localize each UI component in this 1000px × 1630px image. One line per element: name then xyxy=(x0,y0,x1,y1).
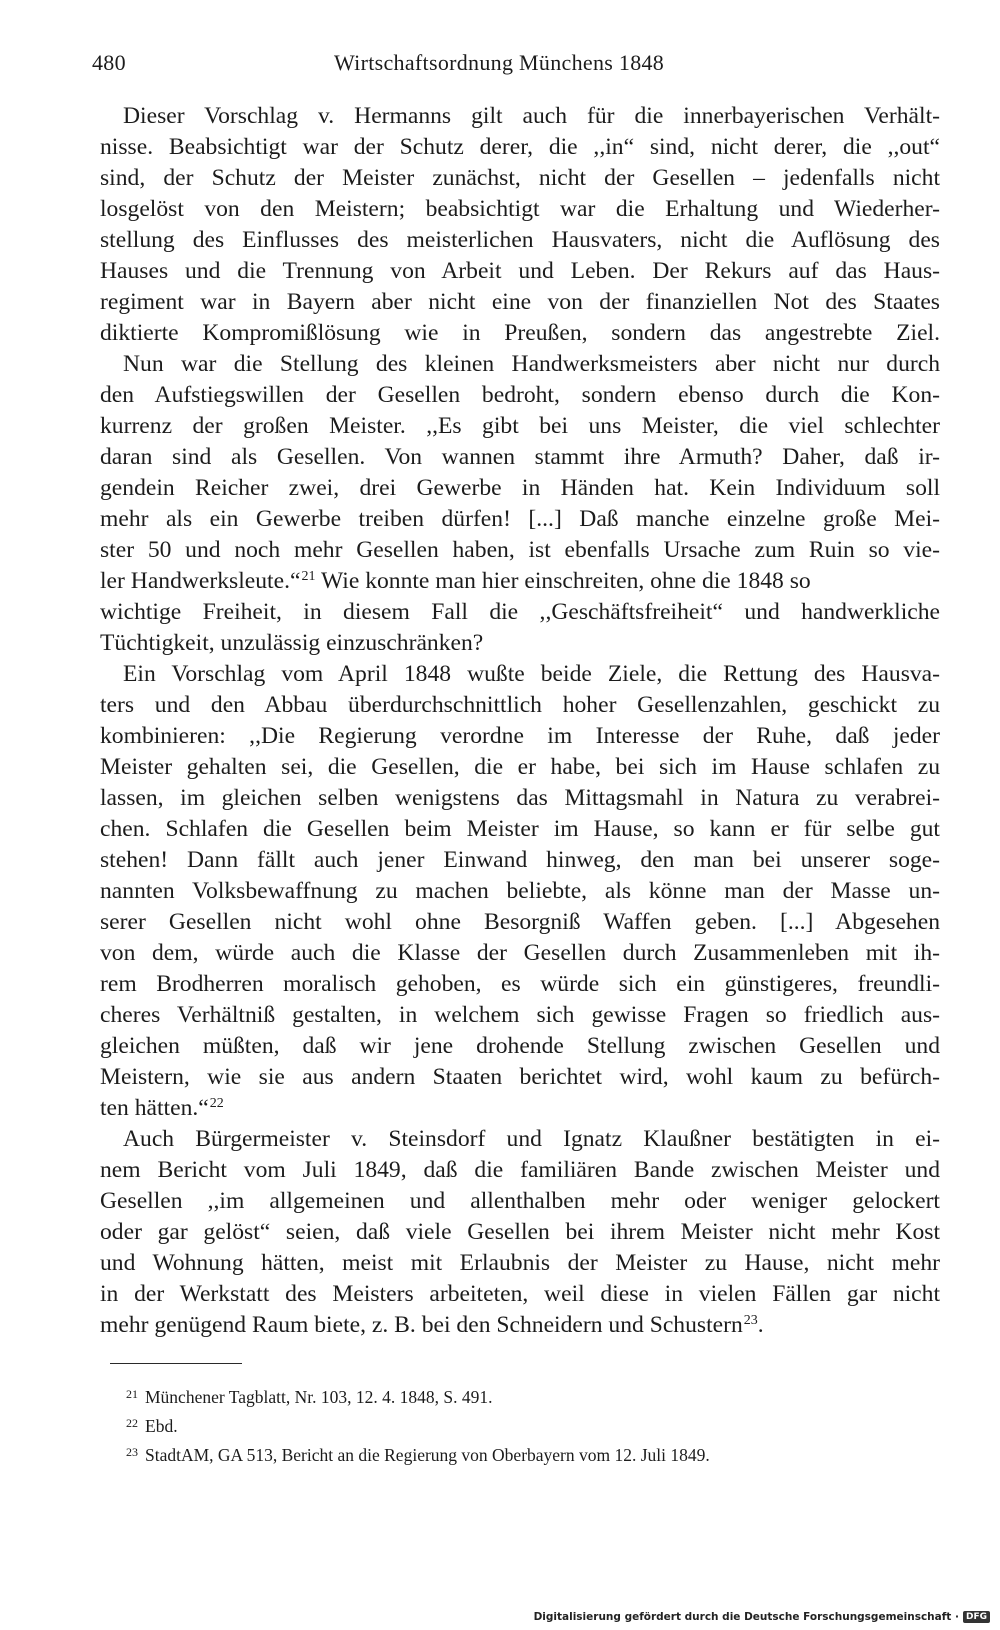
text-segment: . xyxy=(757,1312,764,1338)
text-line: Meistern, wie sie aus andern Staaten berichtet wird, wohl kaum zu befürch- xyxy=(100,1064,940,1090)
footnote-ref-21: 21 xyxy=(301,569,316,584)
text-line: nem Bericht vom Juli 1849, daß die familiären Bande zwischen Meister und xyxy=(100,1157,940,1183)
text-line: kurrenz der großen Meister. ,,Es gibt bei uns Meister, die viel schlechter xyxy=(100,413,940,439)
text-line: ters und den Abbau überdurchschnittlich hoher Gesellenzahlen, geschickt zu xyxy=(100,692,940,718)
text-line: diktierte Kompromißlösung wie in Preußen, sondern das angestrebte Ziel. xyxy=(100,320,940,346)
text-line: oder gar gelöst“ seien, daß viele Gesellen bei ihrem Meister nicht mehr Kost xyxy=(100,1219,940,1245)
text-segment: ten hätten.“ xyxy=(100,1095,209,1121)
footnote-ref-23: 23 xyxy=(743,1313,758,1328)
text-line: sind, der Schutz der Meister zunächst, nicht der Gesellen – jedenfalls nicht xyxy=(100,165,940,191)
footnote xyxy=(126,1439,926,1468)
footnote xyxy=(126,1381,926,1410)
text-line: den Aufstiegswillen der Gesellen bedroht, sondern ebenso durch die Kon- xyxy=(100,382,940,408)
text-line: regiment war in Bayern aber nicht eine von der finanziellen Not des Staates xyxy=(100,289,940,315)
text-segment: ler Handwerksleute.“ xyxy=(100,568,301,594)
text-line: cheres Verhältniß gestalten, in welchem sich gewisse Fragen so friedlich aus- xyxy=(100,1002,940,1028)
text-line: Auch Bürgermeister v. Steinsdorf und Ignatz Klaußner bestätigten in ei- xyxy=(123,1126,940,1152)
text-line: gendein Reicher zwei, drei Gewerbe in Händen hat. Kein Individuum soll xyxy=(100,475,940,501)
text-line: chen. Schlafen die Gesellen beim Meister im Hause, so kann er für selbe gut xyxy=(100,816,940,842)
text-line: Meister gehalten sei, die Gesellen, die er habe, bei sich im Hause schlafen zu xyxy=(100,754,940,780)
text-line: stellung des Einflusses des meisterlichen Hausvaters, nicht die Auflösung des xyxy=(100,227,940,253)
text-segment: mehr genügend Raum biete, z. B. bei den Schneidern und Schustern xyxy=(100,1312,743,1338)
text-line xyxy=(100,1093,940,1124)
footnote-number: 21 xyxy=(126,1387,138,1401)
text-line: Nun war die Stellung des kleinen Handwerksmeisters aber nicht nur durch xyxy=(123,351,940,377)
text-line: lassen, im gleichen selben wenigstens das Mittagsmahl in Natura zu verabrei- xyxy=(100,785,940,811)
text-line: stehen! Dann fällt auch jener Einwand hinweg, den man bei unserer soge- xyxy=(100,847,940,873)
text-line xyxy=(100,566,940,597)
footnote-ref-22: 22 xyxy=(209,1096,224,1111)
paragraph-1 xyxy=(100,101,940,349)
text-line: kombinieren: ,,Die Regierung verordne im Interesse der Ruhe, daß jeder xyxy=(100,723,940,749)
dfg-logo: DFG xyxy=(963,1611,990,1623)
text-line: Tüchtigkeit, unzulässig einzuschränken? xyxy=(100,630,484,656)
text-segment: Wie konnte man hier einschreiten, ohne die 1848 so xyxy=(315,568,811,594)
footnote-text: Ebd. xyxy=(145,1416,178,1436)
text-line xyxy=(100,1310,940,1341)
text-line: Ein Vorschlag vom April 1848 wußte beide Ziele, die Rettung des Hausva- xyxy=(123,661,940,687)
text-line: losgelöst von den Meistern; beabsichtigt war die Erhaltung und Wiederher- xyxy=(100,196,940,222)
footnote-text: StadtAM, GA 513, Bericht an die Regierung von Oberbayern vom 12. Juli 1849. xyxy=(145,1445,710,1465)
text-line: von dem, würde auch die Klasse der Gesellen durch Zusammenleben mit ih- xyxy=(100,940,940,966)
text-line: ster 50 und noch mehr Gesellen haben, ist ebenfalls Ursache zum Ruin so vie- xyxy=(100,537,940,563)
text-line: Gesellen ,,im allgemeinen und allenthalben mehr oder weniger gelockert xyxy=(100,1188,940,1214)
text-line: Hauses und die Trennung von Arbeit und Leben. Der Rekurs auf das Haus- xyxy=(100,258,940,284)
footnote-number: 23 xyxy=(126,1445,138,1459)
text-line: und Wohnung hätten, meist mit Erlaubnis der Meister zu Hause, nicht mehr xyxy=(100,1250,940,1276)
text-line: rem Brodherren moralisch gehoben, es würde sich ein günstigeres, freundli- xyxy=(100,971,940,997)
footnote xyxy=(126,1410,926,1439)
text-line: nisse. Beabsichtigt war der Schutz derer, die ,,in“ sind, nicht derer, die ,,out“ xyxy=(100,134,940,160)
paragraph-2 xyxy=(100,349,940,659)
text-line: wichtige Freiheit, in diesem Fall die ,,Geschäftsfreiheit“ und handwerkliche xyxy=(100,599,940,625)
text-line: nannten Volksbewaffnung zu machen beliebte, als könne man der Masse un- xyxy=(100,878,940,904)
page-number: 480 xyxy=(92,50,126,75)
text-line: daran sind als Gesellen. Von wannen stammt ihre Armuth? Daher, daß ir- xyxy=(100,444,940,470)
paragraph-4 xyxy=(100,1124,940,1341)
text-line: Dieser Vorschlag v. Hermanns gilt auch für die innerbayerischen Verhält- xyxy=(123,103,940,129)
paragraph-3 xyxy=(100,659,940,1124)
footnote-number: 22 xyxy=(126,1416,138,1430)
text-line: serer Gesellen nicht wohl ohne Besorgniß Waffen geben. [...] Abgesehen xyxy=(100,909,940,935)
text-line: mehr als ein Gewerbe treiben dürfen! [...] Daß manche einzelne große Mei- xyxy=(100,506,940,532)
footnote-text: Münchener Tagblatt, Nr. 103, 12. 4. 1848, S. 491. xyxy=(145,1387,493,1407)
text-line: gleichen müßten, daß wir jene drohende Stellung zwischen Gesellen und xyxy=(100,1033,940,1059)
footnotes xyxy=(126,1381,926,1468)
funding-text: Digitalisierung gefördert durch die Deutsche Forschungsgemeinschaft · xyxy=(533,1611,959,1623)
body-text xyxy=(100,101,940,1341)
footnote-rule xyxy=(110,1363,242,1364)
running-title: Wirtschaftsordnung Münchens 1848 xyxy=(334,50,665,75)
text-line: in der Werkstatt des Meisters arbeiteten, weil diese in vielen Fällen gar nicht xyxy=(100,1281,940,1307)
funding-notice xyxy=(534,1607,990,1627)
